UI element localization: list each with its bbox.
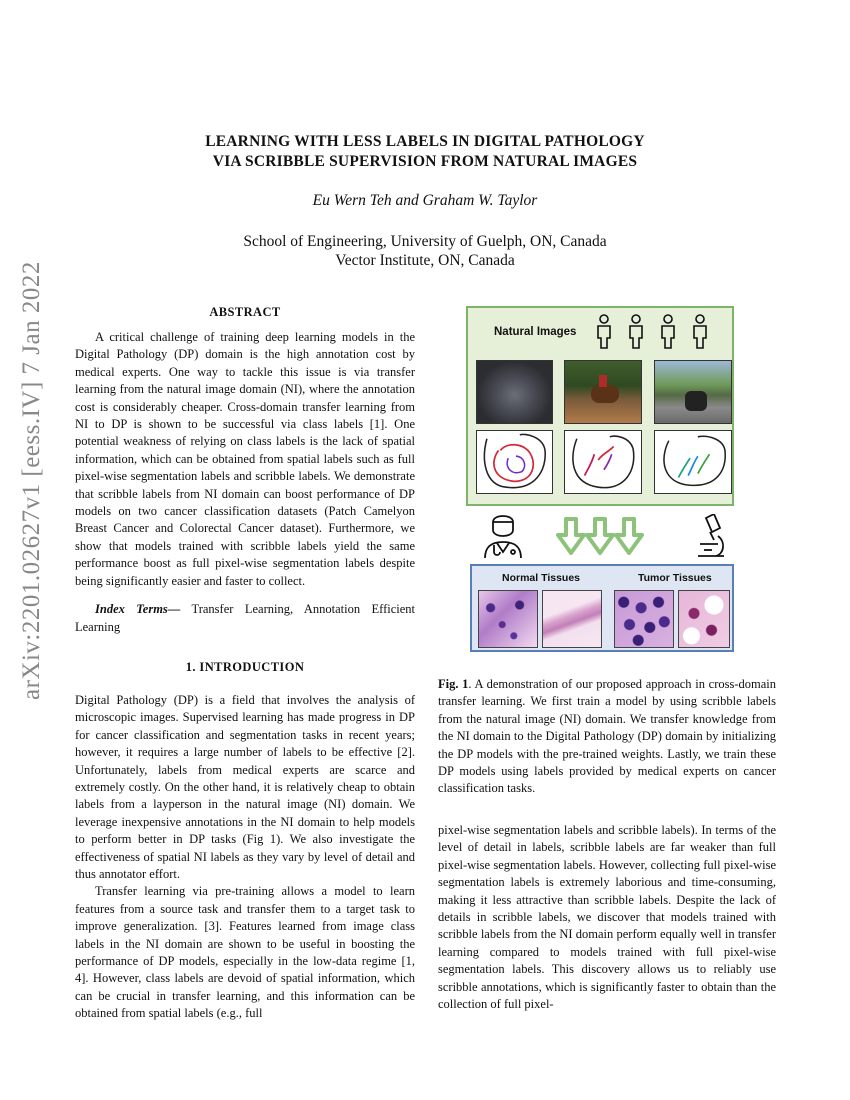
scribble-horse (564, 430, 642, 494)
right-column (438, 822, 776, 1013)
normal-tissue-1 (478, 590, 538, 648)
intro-paragraph-1: Digital Pathology (DP) is a field that involves the analysis of microscopic images. Supervised learning has made progress in DP for cancer classification and segmentation tasks in recent years; however, it requires a large number of labels to be effective [2]. Unfortunately, labels from medical experts are scarce and extremely costly. On the other hand, it is relatively cheap to obtain labels from a layperson in the natural image (NI) domain. We leverage inexpensive annotations in the NI domain to help models to perform better in DP tasks (Fig 1). We also investigate the effectiveness of spatial NI labels as they vary by level of detail and thus annotator effort. (75, 692, 415, 881)
natural-images-label: Natural Images (494, 326, 577, 338)
doctor-icon (482, 512, 524, 560)
index-terms (75, 601, 415, 636)
figure-caption-label: Fig. 1 (438, 677, 469, 691)
photo-horse (564, 360, 642, 424)
tumor-tissues-label: Tumor Tissues (638, 572, 712, 584)
photo-motorcycle (654, 360, 732, 424)
figure-caption (438, 676, 776, 798)
digital-pathology-panel (470, 564, 734, 652)
index-terms-label: Index Terms— (95, 602, 181, 617)
transfer-arrows-icon (556, 516, 648, 558)
tumor-tissue-1 (614, 590, 674, 648)
intro-paragraph-2: Transfer learning via pre-training allows a model to learn features from a source task and transfer them to a target task to improve generalization. [3]. Features learned from image class labels in the NI domain are shown to be useful in boosting the performance of DP models, especially in the low-data regime [1, 4]. However, class labels are devoid of spatial information, which can be crucial in transfer learning, and this information can be obtained from spatial labels (e.g., full (75, 884, 415, 1021)
affiliation-2: Vector Institute, ON, Canada (335, 252, 515, 269)
title-line-2: VIA SCRIBBLE SUPERVISION FROM NATURAL IMAGES (212, 153, 638, 170)
affiliation-1: School of Engineering, University of Guelph, ON, Canada (243, 233, 607, 250)
normal-tissue-2 (542, 590, 602, 648)
scribble-motorcycle (654, 430, 732, 494)
tumor-tissue-2 (678, 590, 730, 648)
photo-cat (476, 360, 553, 424)
paper-title (0, 132, 850, 172)
title-line-1: LEARNING WITH LESS LABELS IN DIGITAL PATHOLOGY (205, 133, 645, 150)
abstract-heading: ABSTRACT (209, 305, 281, 319)
arxiv-identifier: arXiv:2201.02627v1 [eess.IV] 7 Jan 2022 (18, 261, 45, 700)
normal-tissues-label: Normal Tissues (502, 572, 581, 584)
left-column (75, 305, 415, 1023)
figure-caption-text (438, 676, 776, 798)
natural-images-panel (466, 306, 734, 506)
figure-1 (466, 306, 736, 656)
figure-caption-body: . A demonstration of our proposed approach in cross-domain transfer learning. We first train a model by using scribble labels from the natural image (NI) domain. We transfer knowledge from the NI domain to the Digital Pathology (DP) domain by initializing the DP models with the pre-trained weights. Lastly, we train these DP models using labels provided by medical experts on cancer classification tasks. (438, 677, 776, 796)
scribble-cat (476, 430, 553, 494)
intro-paragraph-3: pixel-wise segmentation labels and scribble labels). In terms of the level of detail in labels, scribble labels are far weaker than full pixel-wise segmentation labels. However, collecting full pixel-wise segmentation labels is extremely laborious and time-consuming, making it less attractive than scribble labels. Despite the lack of details in scribble labels, we discover that models trained with scribble labels from the NI domain perform equally well in transfer learning compared to models trained with full pixel-wise segmentation labels. This discovery allows us to reliably use scribble annotations, which is significantly faster to obtain than the collection of full pixel- (438, 823, 776, 1012)
authors: Eu Wern Teh and Graham W. Taylor (312, 192, 538, 209)
affiliations (0, 232, 850, 270)
abstract-text: A critical challenge of training deep learning models in the Digital Pathology (DP) domain is the high annotation cost by medical experts. One way to tackle this issue is via transfer learning from the natural image domain (NI), where the annotation cost is considerably cheaper. Cross-domain transfer learning from NI to DP is shown to be successful via class labels [1]. One potential weakness of relying on class labels is the lack of spatial information, which can be obtained from spatial labels such as full pixel-wise segmentation labels and scribble labels. We demonstrate that scribble labels from NI domain can boost performance of DP models on two cancer classification datasets (Patch Camelyon Breast Cancer and Colorectal Cancer dataset). Furthermore, we show that models trained with scribble labels yield the same performance boost as full pixel-wise segmentation labels despite being significantly easier and faster to collect. (75, 330, 415, 588)
microscope-icon (692, 514, 728, 560)
annotator-people-icon (594, 314, 718, 350)
intro-heading: 1. INTRODUCTION (185, 659, 305, 674)
index-terms-text: Transfer Learning, Annotation Efficient Learning (75, 602, 415, 634)
